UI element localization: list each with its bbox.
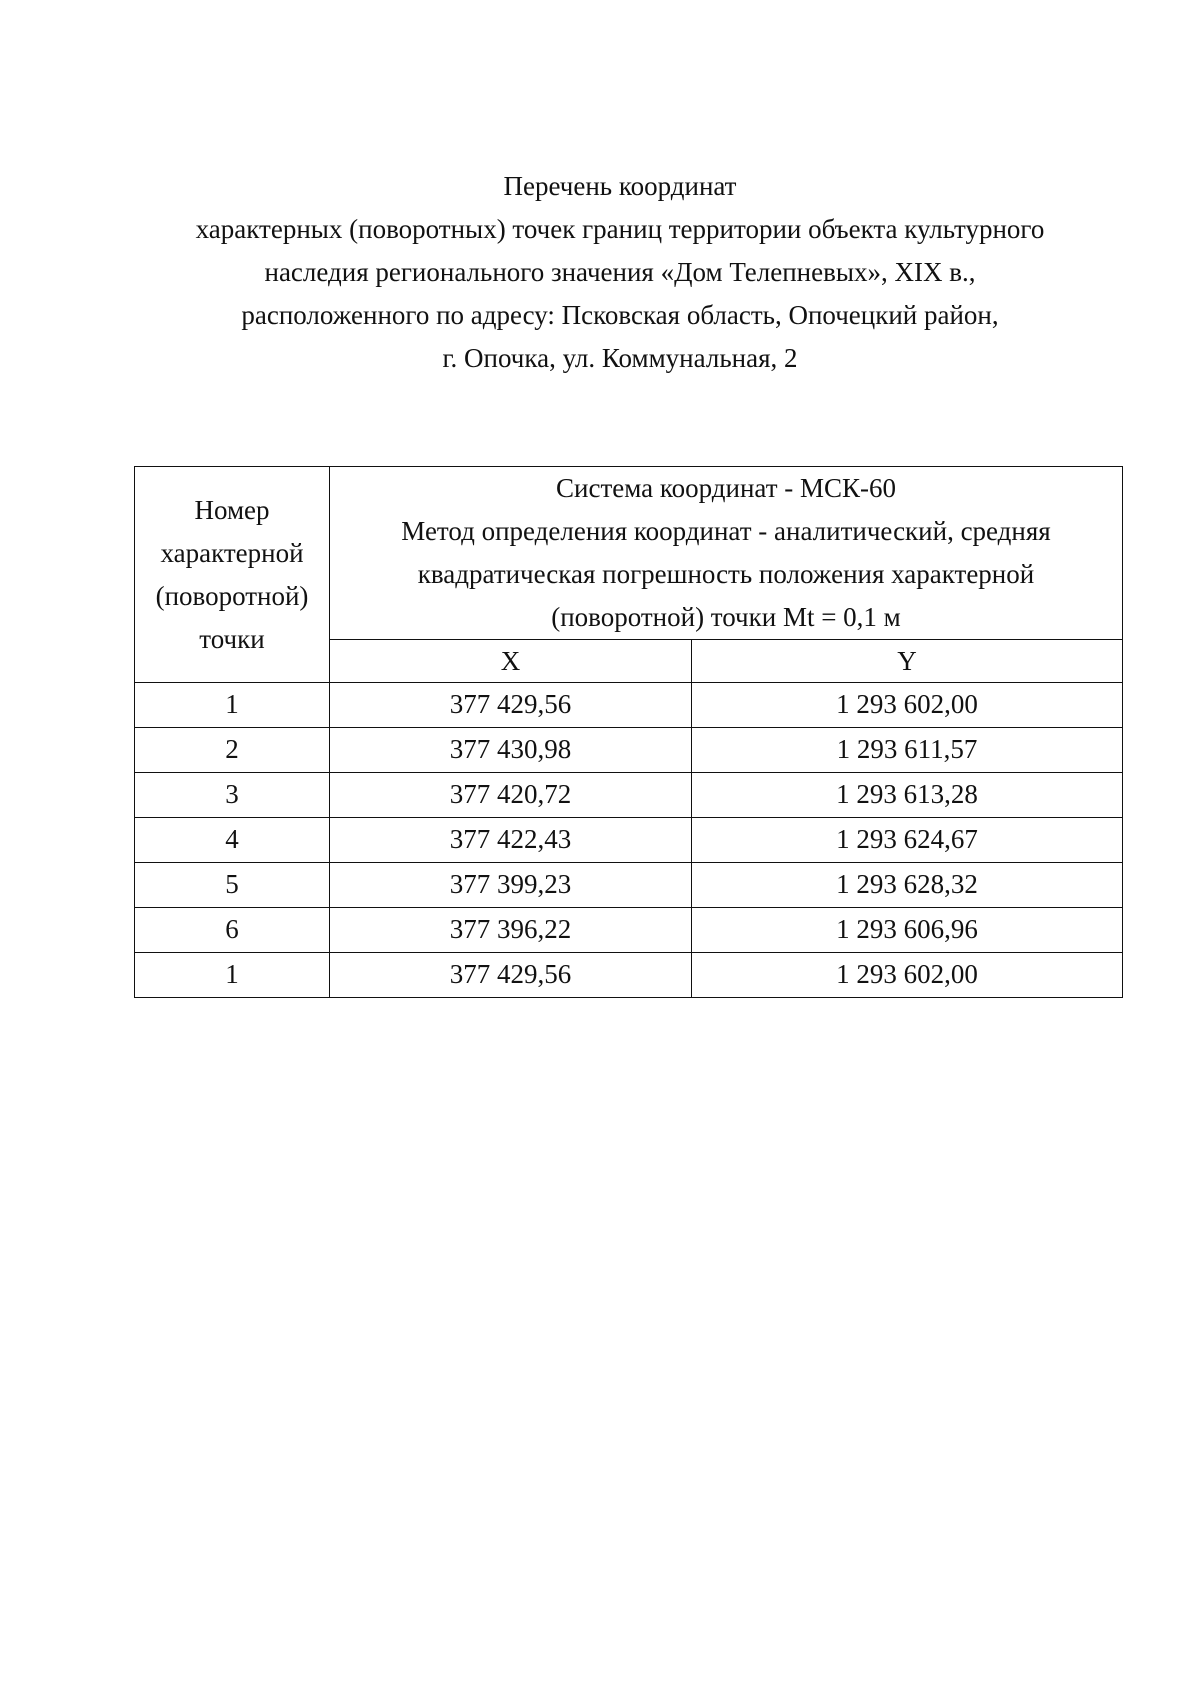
point-number-cell: 2 xyxy=(135,728,330,773)
x-cell: 377 422,43 xyxy=(330,818,692,863)
table-header-row xyxy=(135,467,1123,640)
point-number-cell: 6 xyxy=(135,908,330,953)
coordinates-table xyxy=(134,466,1123,998)
x-header: X xyxy=(330,640,692,683)
table-row xyxy=(135,818,1123,863)
x-cell: 377 430,98 xyxy=(330,728,692,773)
header-line: (поворотной) xyxy=(155,580,309,611)
header-line: Метод определения координат - аналитический, средняя xyxy=(401,516,1051,546)
x-cell: 377 429,56 xyxy=(330,953,692,998)
y-cell: 1 293 602,00 xyxy=(692,683,1123,728)
x-cell: 377 420,72 xyxy=(330,773,692,818)
header-line: квадратическая погрешность положения характерной xyxy=(417,559,1035,589)
table-row xyxy=(135,683,1123,728)
y-cell: 1 293 606,96 xyxy=(692,908,1123,953)
y-cell: 1 293 602,00 xyxy=(692,953,1123,998)
table-row xyxy=(135,728,1123,773)
header-line: Номер xyxy=(194,494,270,525)
table-row xyxy=(135,908,1123,953)
title-line: г. Опочка, ул. Коммунальная, 2 xyxy=(442,343,798,373)
header-line: точки xyxy=(199,623,265,654)
x-cell: 377 399,23 xyxy=(330,863,692,908)
title-line: расположенного по адресу: Псковская область, Опочецкий район, xyxy=(241,300,999,330)
point-number-cell: 1 xyxy=(135,953,330,998)
point-number-cell: 4 xyxy=(135,818,330,863)
table-row xyxy=(135,953,1123,998)
y-cell: 1 293 611,57 xyxy=(692,728,1123,773)
title-line: характерных (поворотных) точек границ территории объекта культурного xyxy=(195,214,1045,244)
title-line: Перечень координат xyxy=(503,171,737,201)
header-line: (поворотной) точки Mt = 0,1 м xyxy=(551,602,901,632)
table-row xyxy=(135,773,1123,818)
coordinate-system-header xyxy=(330,467,1123,640)
y-header: Y xyxy=(692,640,1123,683)
document-title xyxy=(120,165,1120,380)
header-line: Система координат - МСК-60 xyxy=(556,473,896,503)
y-cell: 1 293 628,32 xyxy=(692,863,1123,908)
header-line: характерной xyxy=(160,537,304,568)
point-number-cell: 1 xyxy=(135,683,330,728)
point-number-header xyxy=(135,467,330,683)
point-number-cell: 3 xyxy=(135,773,330,818)
table-row xyxy=(135,863,1123,908)
point-number-cell: 5 xyxy=(135,863,330,908)
x-cell: 377 396,22 xyxy=(330,908,692,953)
title-line: наследия регионального значения «Дом Телепневых», XIX в., xyxy=(264,257,976,287)
y-cell: 1 293 613,28 xyxy=(692,773,1123,818)
x-cell: 377 429,56 xyxy=(330,683,692,728)
y-cell: 1 293 624,67 xyxy=(692,818,1123,863)
